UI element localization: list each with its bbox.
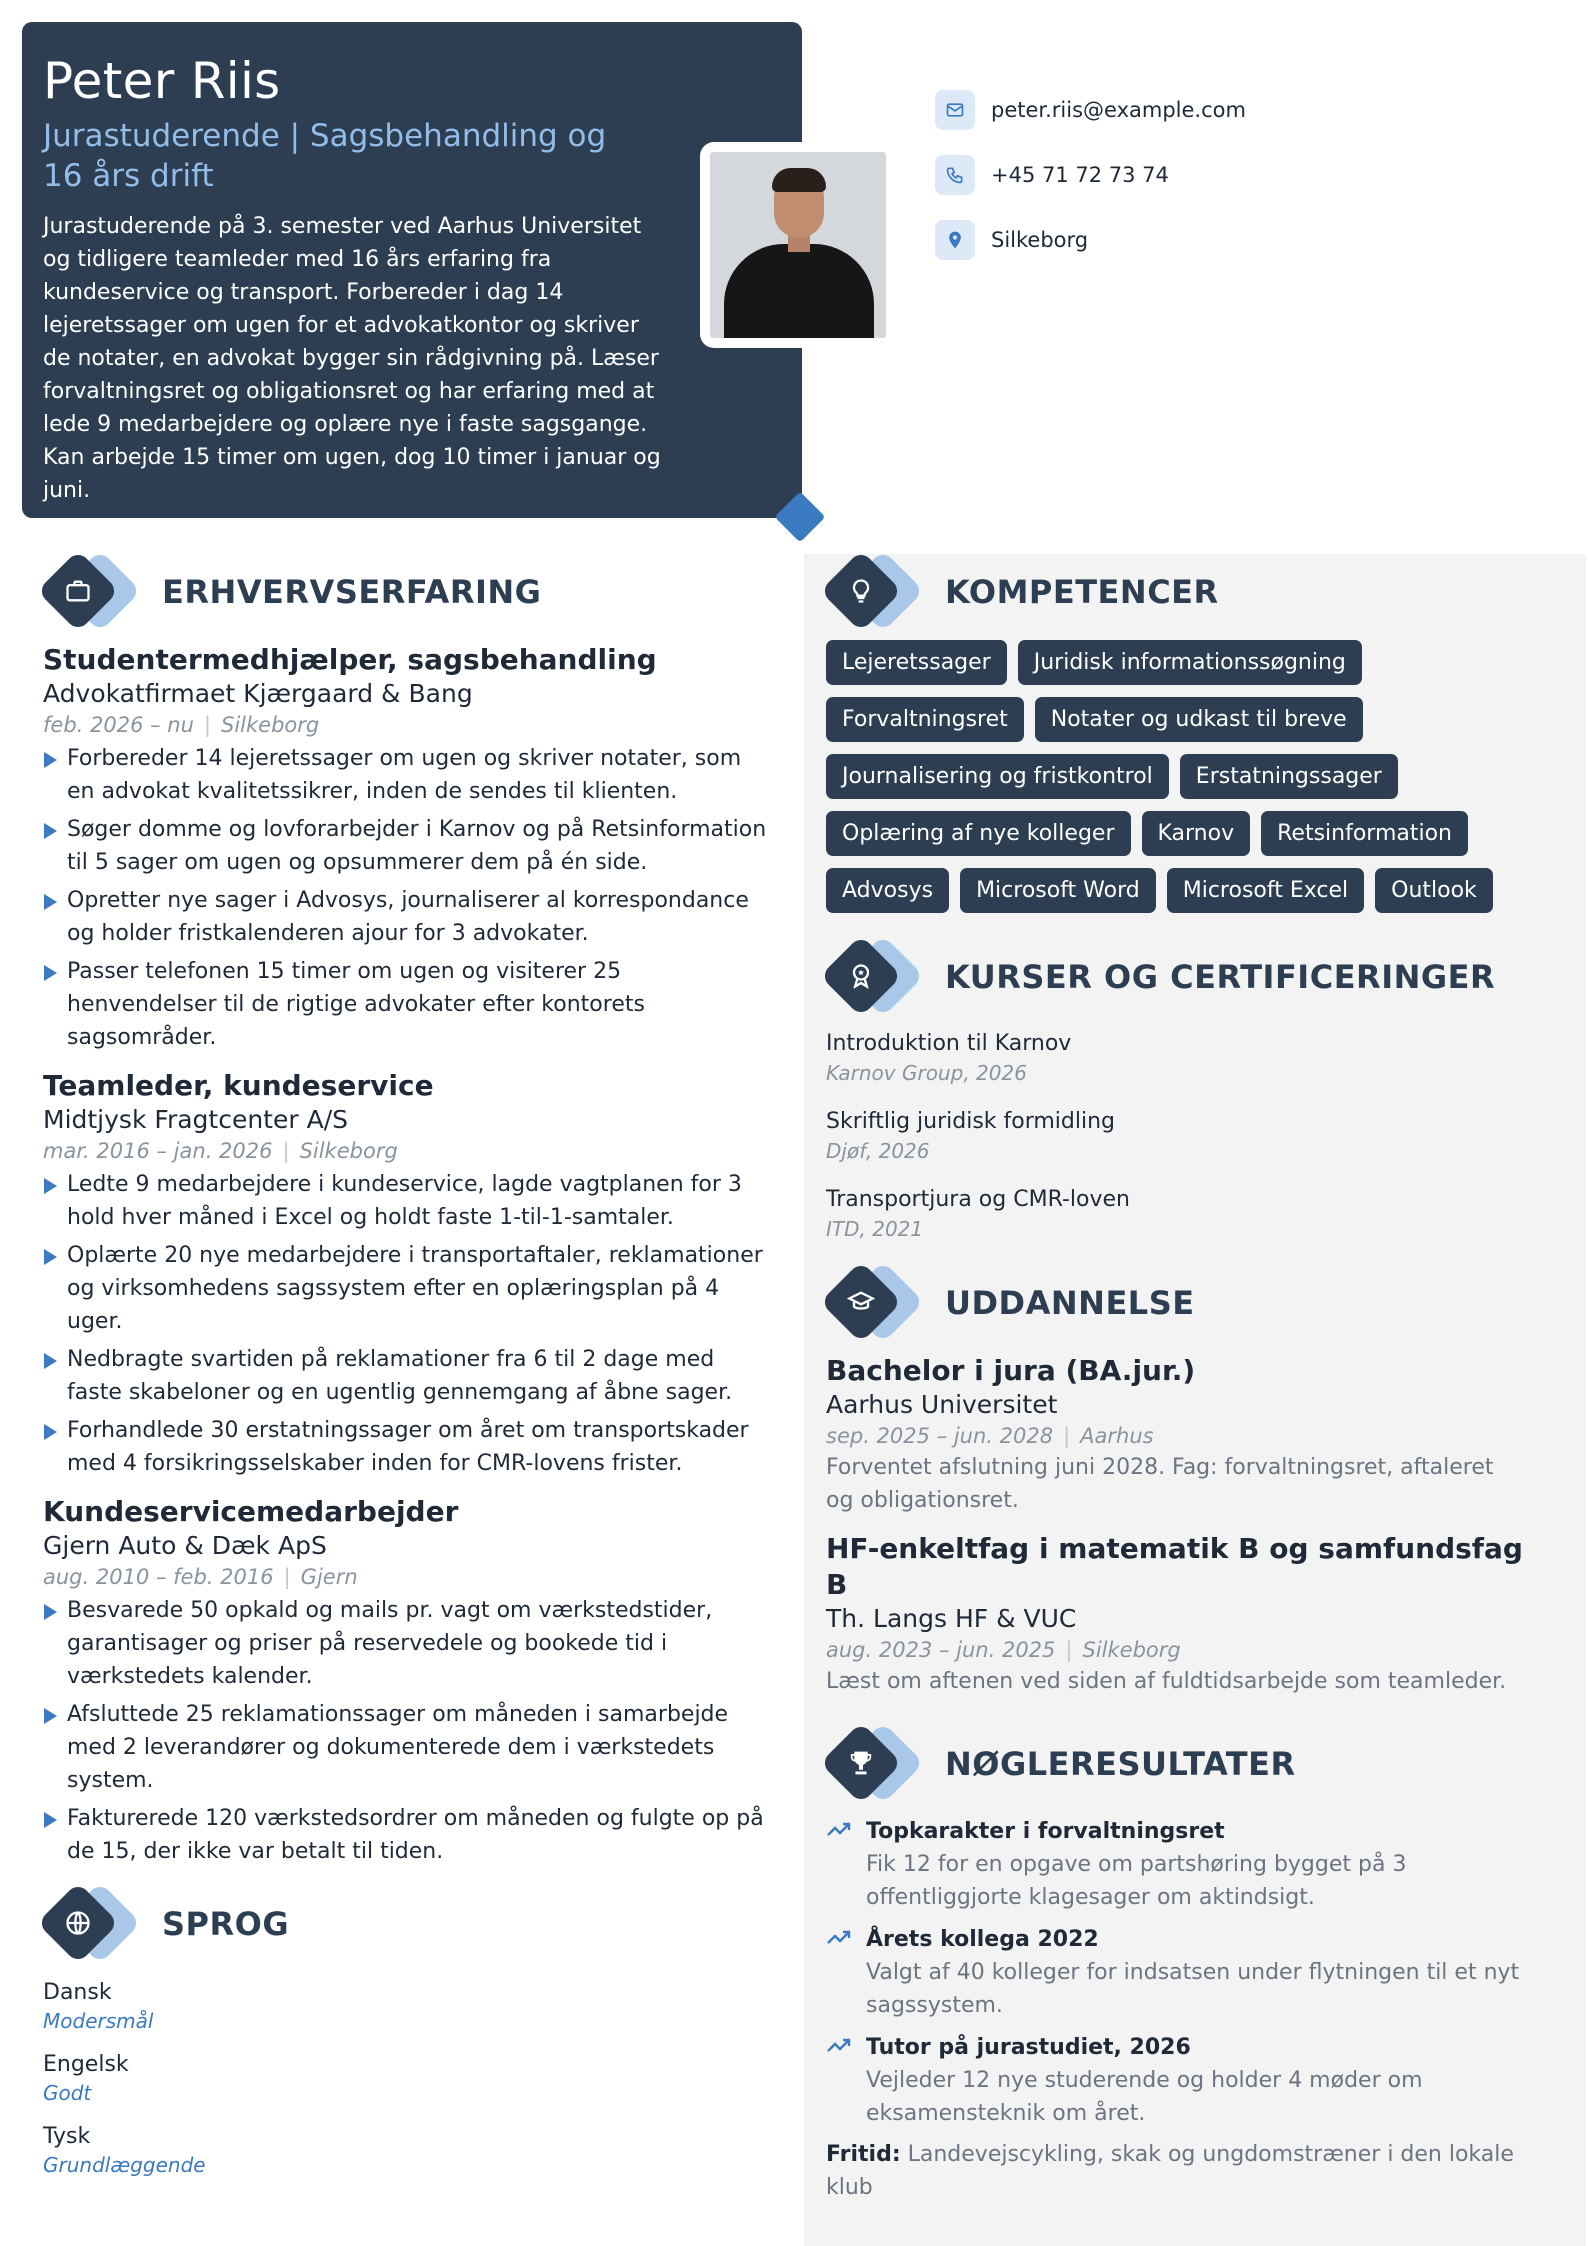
job-bullet: Opretter nye sager i Advosys, journaliserer al korrespondance og holder fristkalenderen ajour for 3 advokater. (43, 884, 773, 950)
result-title: Tutor på jurastudiet, 2026 (866, 2035, 1191, 2060)
skill-tag: Microsoft Excel (1167, 868, 1364, 913)
trophy-icon (844, 1746, 878, 1780)
job-entry (43, 1494, 773, 1868)
graduation-cap-icon (844, 1285, 878, 1319)
course-meta: Djøf, 2026 (826, 1139, 930, 1163)
education-title: HF-enkeltfag i matematik B og samfundsfag B (826, 1532, 1523, 1601)
section-languages-header (43, 1884, 773, 1964)
phone-icon (935, 155, 975, 195)
header-card (22, 22, 802, 518)
job-bullet: Passer telefonen 15 timer om ugen og visiterer 25 henvendelser til de rigtige advokater efter kontorets sagsområder. (43, 955, 773, 1054)
result-title: Topkarakter i forvaltningsret (866, 1819, 1225, 1844)
left-column (43, 552, 773, 2194)
skill-tag: Karnov (1142, 811, 1251, 856)
contact-phone[interactable] (935, 155, 1246, 195)
education-meta: sep. 2025 – jun. 2028 | Aarhus (826, 1424, 1154, 1448)
language-list (43, 1978, 773, 2178)
course-item (826, 1185, 1526, 1243)
profile-photo (700, 142, 896, 348)
result-item (826, 1924, 1526, 2022)
experience-badge (43, 552, 137, 632)
courses-badge (826, 937, 920, 1017)
job-place: Gjern (300, 1565, 358, 1589)
education-badge (826, 1263, 920, 1343)
skill-tag: Erstatningssager (1180, 754, 1398, 799)
results-list (826, 1816, 1526, 2204)
section-education-title: UDDANNELSE (945, 1284, 1195, 1322)
result-description: Fik 12 for en opgave om partshøring bygget på 3 offentliggjorte klagesager om aktindsigt. (866, 1852, 1407, 1910)
section-experience-title: ERHVERVSERFARING (162, 573, 542, 611)
language-level: Modersmål (43, 2009, 154, 2033)
skill-tags (826, 640, 1526, 913)
course-name: Introduktion til Karnov (826, 1031, 1072, 1056)
language-item (43, 2122, 773, 2178)
section-education-header (826, 1263, 1526, 1343)
candidate-name: Peter Riis (43, 52, 281, 110)
job-bullet: Besvarede 50 opkald og mails pr. vagt om værkstedstider, garantisager og priser på reservedele og bookede tid i værkstedets kalender. (43, 1594, 773, 1693)
language-name: Dansk (43, 1980, 112, 2005)
course-item (826, 1107, 1526, 1165)
contact-location-text: Silkeborg (991, 228, 1089, 252)
education-school: Th. Langs HF & VUC (826, 1604, 1077, 1633)
job-meta: aug. 2010 – feb. 2016 | Gjern (43, 1565, 358, 1589)
skill-tag: Outlook (1375, 868, 1493, 913)
education-dates: sep. 2025 – jun. 2028 (826, 1424, 1054, 1448)
job-bullet: Oplærte 20 nye medarbejdere i transportaftaler, reklamationer og virksomhedens sagssystem efter en oplæringsplan på 4 uger. (43, 1239, 773, 1338)
education-place: Silkeborg (1082, 1638, 1181, 1662)
skill-tag: Retsinformation (1261, 811, 1468, 856)
languages-badge (43, 1884, 137, 1964)
language-name: Engelsk (43, 2052, 129, 2077)
hobbies-text: Landevejscykling, skak og ungdomstræner i den lokale klub (826, 2142, 1514, 2200)
job-meta: feb. 2026 – nu | Silkeborg (43, 713, 320, 737)
hobbies (826, 2138, 1526, 2204)
education-entry (826, 1531, 1526, 1698)
section-results-header (826, 1724, 1526, 1804)
education-place: Aarhus (1080, 1424, 1154, 1448)
job-place: Silkeborg (299, 1139, 398, 1163)
job-meta: mar. 2016 – jan. 2026 | Silkeborg (43, 1139, 398, 1163)
section-courses-header (826, 937, 1526, 1017)
trend-up-icon (826, 1816, 866, 1914)
job-bullet: Fakturerede 120 værkstedsordrer om måneden og fulgte op på de 15, der ikke var betalt til tiden. (43, 1802, 773, 1868)
job-bullet: Afsluttede 25 reklamationssager om måneden i samarbejde med 2 leverandører og dokumenterede dem i værkstedets system. (43, 1698, 773, 1797)
result-item (826, 1816, 1526, 1914)
education-meta: aug. 2023 – jun. 2025 | Silkeborg (826, 1638, 1181, 1662)
job-title: Teamleder, kundeservice (43, 1069, 434, 1102)
skill-tag: Microsoft Word (960, 868, 1156, 913)
skill-tag: Juridisk informationssøgning (1018, 640, 1362, 685)
course-list (826, 1029, 1526, 1243)
mail-icon (935, 90, 975, 130)
lightbulb-icon (844, 574, 878, 608)
contact-phone-text: +45 71 72 73 74 (991, 163, 1169, 187)
skill-tag: Forvaltningsret (826, 697, 1024, 742)
hobbies-label: Fritid: (826, 2142, 901, 2167)
result-title: Årets kollega 2022 (866, 1927, 1099, 1952)
language-name: Tysk (43, 2124, 91, 2149)
contact-location (935, 220, 1246, 260)
result-item (826, 2032, 1526, 2130)
section-languages-title: SPROG (162, 1905, 290, 1943)
job-bullet: Forbereder 14 lejeretssager om ugen og skriver notater, som en advokat kvalitetssikrer, inden de sendes til klienten. (43, 742, 773, 808)
job-bullets (43, 1594, 773, 1868)
contact-email-text: peter.riis@example.com (991, 98, 1246, 122)
location-pin-icon (935, 220, 975, 260)
course-name: Transportjura og CMR-loven (826, 1187, 1130, 1212)
job-bullets (43, 1168, 773, 1480)
language-level: Grundlæggende (43, 2153, 206, 2177)
course-meta: ITD, 2021 (826, 1217, 924, 1241)
language-level: Godt (43, 2081, 92, 2105)
skill-tag: Oplæring af nye kolleger (826, 811, 1131, 856)
results-badge (826, 1724, 920, 1804)
job-company: Advokatfirmaet Kjærgaard & Bang (43, 679, 473, 708)
job-bullets (43, 742, 773, 1054)
language-item (43, 1978, 773, 2034)
right-column (826, 552, 1526, 2204)
section-skills-title: KOMPETENCER (945, 573, 1219, 611)
education-school: Aarhus Universitet (826, 1390, 1058, 1419)
skill-tag: Journalisering og fristkontrol (826, 754, 1169, 799)
job-title: Studentermedhjælper, sagsbehandling (43, 643, 657, 676)
job-bullet: Forhandlede 30 erstatningssager om året om transportskader med 4 forsikringsselskaber inden for CMR-lovens frister. (43, 1414, 773, 1480)
job-place: Silkeborg (221, 713, 320, 737)
skills-badge (826, 552, 920, 632)
education-note: Læst om aftenen ved siden af fuldtidsarbejde som teamleder. (826, 1669, 1507, 1694)
job-dates: aug. 2010 – feb. 2016 (43, 1565, 274, 1589)
award-icon (844, 959, 878, 993)
globe-icon (61, 1906, 95, 1940)
job-company: Midtjysk Fragtcenter A/S (43, 1105, 348, 1134)
candidate-tagline: Jurastuderende | Sagsbehandling og 16 års drift (43, 118, 607, 194)
skill-tag: Notater og udkast til breve (1035, 697, 1363, 742)
job-bullet: Ledte 9 medarbejdere i kundeservice, lagde vagtplanen for 3 hold hver måned i Excel og holdt faste 1-til-1-samtaler. (43, 1168, 773, 1234)
job-bullet: Søger domme og lovforarbejder i Karnov og på Retsinformation til 5 sager om ugen og opsummerer dem på én side. (43, 813, 773, 879)
section-courses-title: KURSER OG CERTIFICERINGER (945, 958, 1496, 996)
course-item (826, 1029, 1526, 1087)
contact-list (935, 90, 1246, 285)
result-description: Valgt af 40 kolleger for indsatsen under flytningen til et nyt sagssystem. (866, 1960, 1520, 2018)
section-results-title: NØGLERESULTATER (945, 1745, 1296, 1783)
course-name: Skriftlig juridisk formidling (826, 1109, 1116, 1134)
language-item (43, 2050, 773, 2106)
section-skills-header (826, 552, 1526, 632)
result-description: Vejleder 12 nye studerende og holder 4 møder om eksamensteknik om året. (866, 2068, 1423, 2126)
education-note: Forventet afslutning juni 2028. Fag: forvaltningsret, aftaleret og obligationsret. (826, 1455, 1494, 1513)
education-title: Bachelor i jura (BA.jur.) (826, 1354, 1196, 1387)
skill-tag: Advosys (826, 868, 949, 913)
course-meta: Karnov Group, 2026 (826, 1061, 1027, 1085)
job-entry (43, 642, 773, 1054)
briefcase-icon (61, 574, 95, 608)
job-company: Gjern Auto & Dæk ApS (43, 1531, 327, 1560)
job-dates: feb. 2026 – nu (43, 713, 194, 737)
profile-summary: Jurastuderende på 3. semester ved Aarhus Universitet og tidligere teamleder med 16 års erfaring fra kundeservice og transport. Forbereder i dag 14 lejeretssager om ugen for et advokatkontor og skriver de notater, en advokat bygger sin rådgivning på. Læser forvaltningsret og obligationsret og har erfaring med at lede 9 medarbejdere og oplære nye i faste sagsgange. Kan arbejde 15 timer om ugen, dog 10 timer i januar og juni. (43, 214, 661, 503)
section-experience-header (43, 552, 773, 632)
job-entry (43, 1068, 773, 1480)
skill-tag: Lejeretssager (826, 640, 1007, 685)
job-title: Kundeservicemedarbejder (43, 1495, 459, 1528)
job-dates: mar. 2016 – jan. 2026 (43, 1139, 273, 1163)
trend-up-icon (826, 1924, 866, 2022)
education-dates: aug. 2023 – jun. 2025 (826, 1638, 1056, 1662)
job-bullet: Nedbragte svartiden på reklamationer fra 6 til 2 dage med faste skabeloner og en ugentlig gennemgang af åbne sager. (43, 1343, 773, 1409)
trend-up-icon (826, 2032, 866, 2130)
education-entry (826, 1353, 1526, 1517)
profile-photo-image (710, 152, 886, 338)
contact-email[interactable] (935, 90, 1246, 130)
